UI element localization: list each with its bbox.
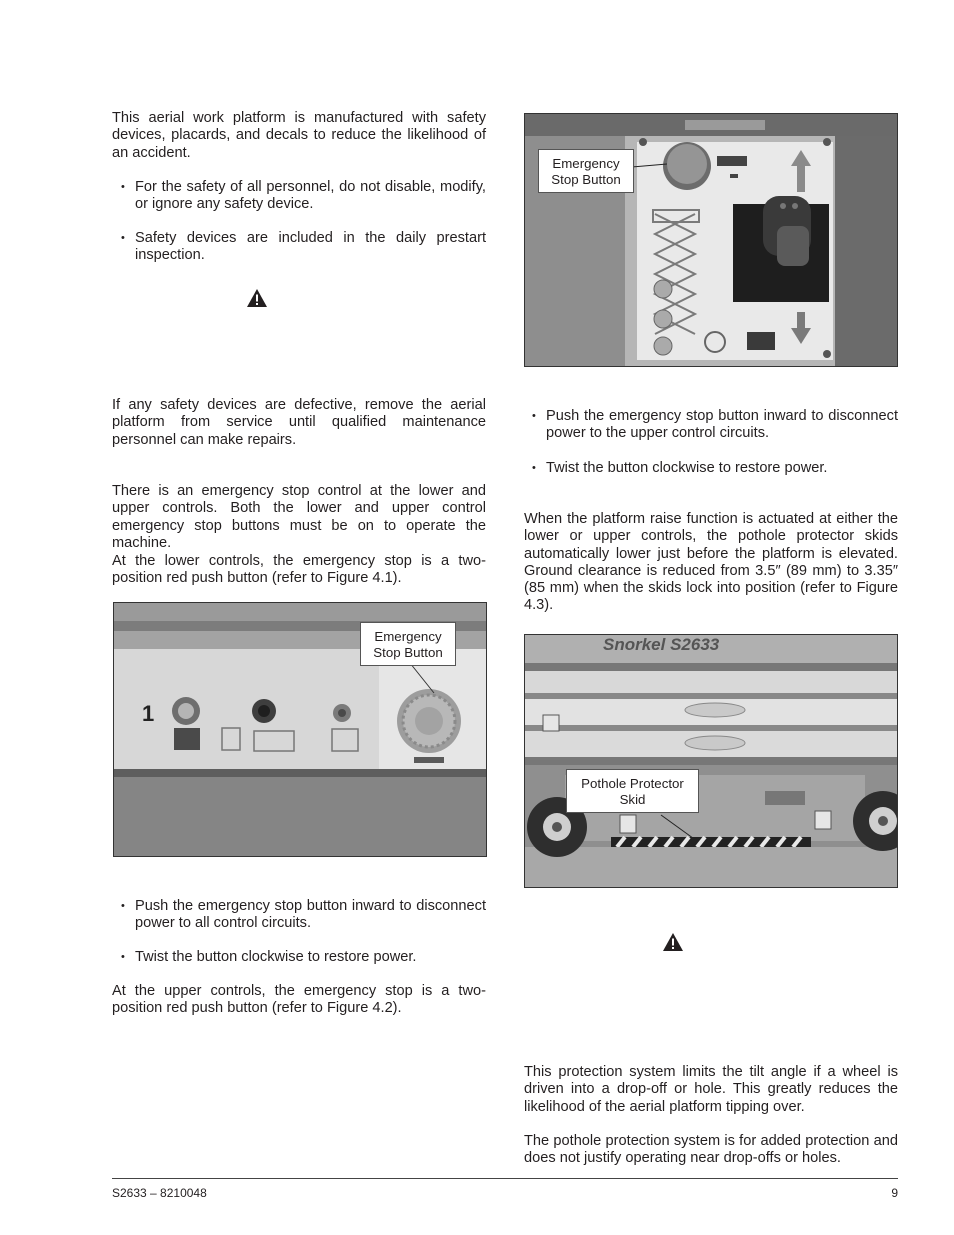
bullet-text: Safety devices are included in the daily prestart inspection. (135, 230, 486, 264)
bullet-text: For the safety of all personnel, do not disable, modify, or ignore any safety device. (135, 179, 486, 213)
warning-triangle-icon (246, 288, 268, 308)
tilt-angle-paragraph: This protection system limits the tilt angle if a wheel is driven into a drop-off or hole. This greatly reduces the likelihood of the aerial platform tipping over. (524, 1064, 898, 1115)
bullet-item (121, 949, 486, 966)
figure-upper-controls-photo (524, 113, 898, 367)
pothole-protector-paragraph: When the platform raise function is actuated at either the lower or upper controls, the pothole protector skids automatically lower just before the platform is elevated. Ground clearance is reduced from 3.5″ (89 mm) to 3.35″ (85 mm) when the skids lock into position (refer to Figure 4.3). (524, 511, 898, 614)
intro-paragraph: This aerial work platform is manufactured with safety devices, placards, and decals to reduce the likelihood of an accident. (112, 110, 486, 161)
bullet-dot-icon: • (121, 951, 125, 963)
bullet-dot-icon: • (121, 900, 125, 912)
defective-devices-paragraph: If any safety devices are defective, remove the aerial platform from service until qualified maintenance personnel can make repairs. (112, 397, 486, 448)
bullet-text: Push the emergency stop button inward to disconnect power to all control circuits. (135, 898, 486, 932)
bullet-dot-icon: • (121, 232, 125, 244)
machine-brand-label: Snorkel S2633 (603, 635, 720, 654)
footer-divider (112, 1178, 898, 1179)
bullet-dot-icon: • (532, 462, 536, 474)
callout-line: Stop Button (373, 645, 443, 660)
bullet-text: Push the emergency stop button inward to disconnect power to the upper control circuits. (546, 408, 898, 442)
footer-document-number: S2633 – 8210048 (112, 1186, 207, 1200)
callout-line: Pothole Protector (581, 776, 684, 791)
callout-line: Emergency (552, 156, 620, 171)
figure-lower-controls-photo (113, 602, 487, 857)
emergency-stop-paragraph: There is an emergency stop control at the lower and upper controls. Both the lower and upper control emergency stop buttons must be on to operate the machine. (112, 483, 486, 551)
callout-line: Stop Button (551, 172, 621, 187)
upper-controls-paragraph: At the upper controls, the emergency stop is a two-position red push button (refer to Figure 4.2). (112, 983, 486, 1017)
callout-line: Skid (619, 792, 646, 807)
bullet-text: Twist the button clockwise to restore power. (135, 949, 417, 965)
added-protection-paragraph: The pothole protection system is for added protection and does not justify operating near drop-offs or holes. (524, 1133, 898, 1167)
figure-pothole-protector-photo (524, 634, 898, 888)
bullet-item (532, 408, 898, 443)
emergency-stop-callout (538, 149, 634, 193)
bullet-item (121, 230, 486, 265)
footer-page-number: 9 (891, 1186, 898, 1200)
pothole-protector-callout (566, 769, 699, 813)
bullet-dot-icon: • (532, 410, 536, 422)
bullet-item (532, 460, 898, 477)
lower-controls-paragraph: At the lower controls, the emergency stop is a two-position red push button (refer to Figure 4.1). (112, 553, 486, 587)
bullet-text: Twist the button clockwise to restore power. (546, 460, 828, 476)
callout-line: Emergency (374, 629, 442, 644)
bullet-item (121, 898, 486, 933)
bullet-dot-icon: • (121, 181, 125, 193)
bullet-item (121, 179, 486, 214)
warning-triangle-icon (662, 932, 684, 952)
panel-number-label: 1 (142, 701, 155, 726)
emergency-stop-callout (360, 622, 456, 666)
